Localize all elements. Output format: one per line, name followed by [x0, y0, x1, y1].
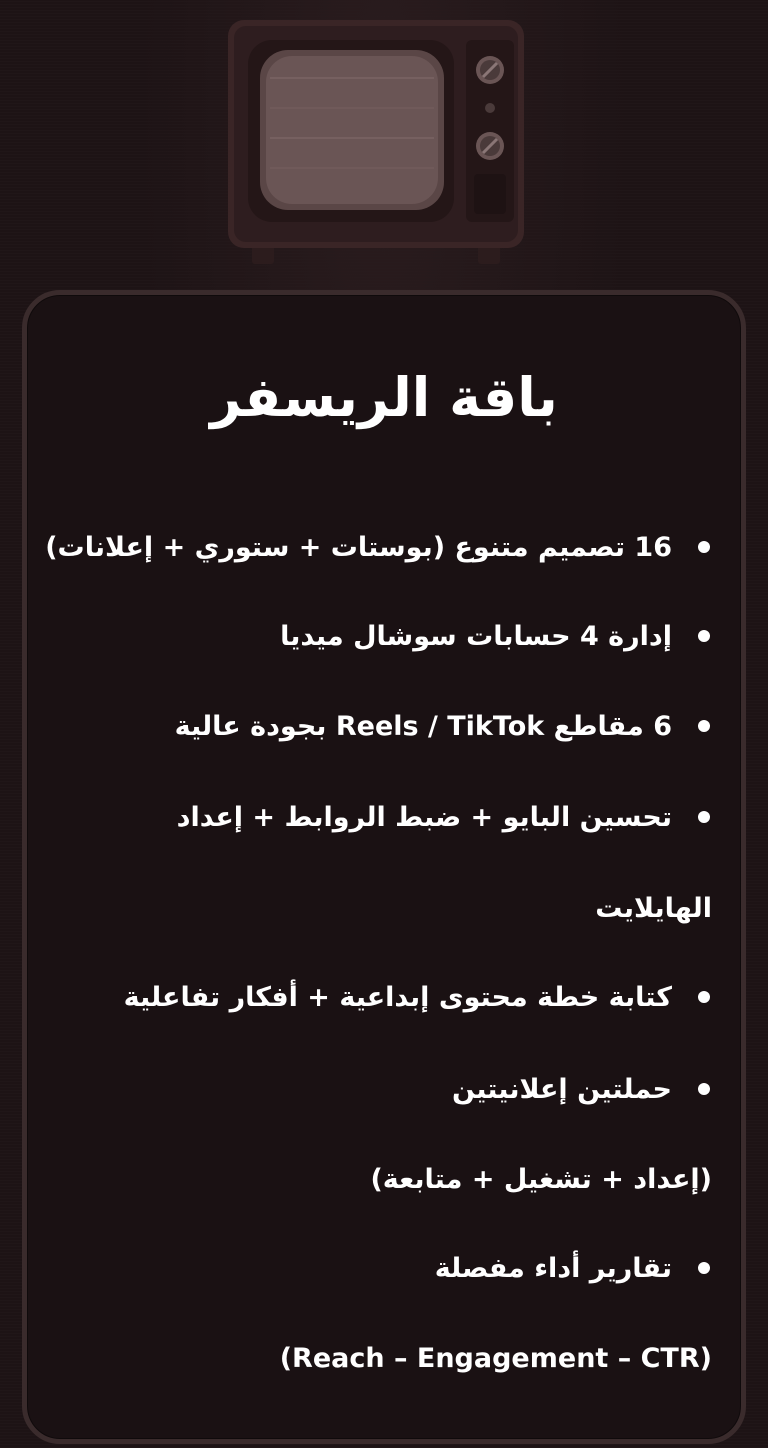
- tv-illustration: [226, 18, 526, 268]
- list-item-text: (Reach – Engagement – CTR): [279, 1343, 712, 1374]
- list-item-continuation: [40, 1339, 712, 1379]
- list-item-text: 6 مقاطع Reels / TikTok بجودة عالية: [174, 711, 672, 742]
- list-item-text: الهايلايت: [595, 893, 712, 924]
- bullet-icon: [698, 1083, 710, 1095]
- list-item-text: (إعداد + تشغيل + متابعة): [370, 1164, 712, 1195]
- list-item-text: حملتين إعلانيتين: [451, 1074, 672, 1105]
- list-item: [40, 978, 710, 1018]
- page-title: باقة الريسفر: [210, 366, 558, 429]
- list-item: [40, 617, 710, 657]
- list-item: [40, 1070, 710, 1110]
- list-item-continuation: [40, 1160, 712, 1200]
- bullet-icon: [698, 630, 710, 642]
- bullet-icon: [698, 541, 710, 553]
- list-item-text: إدارة 4 حسابات سوشال ميديا: [280, 621, 672, 652]
- list-item: [40, 707, 710, 747]
- list-item: [40, 1249, 710, 1289]
- list-item-text: تحسين البايو + ضبط الروابط + إعداد: [176, 802, 672, 833]
- list-item-text: كتابة خطة محتوى إبداعية + أفكار تفاعلية: [123, 982, 672, 1013]
- list-item: [40, 528, 710, 568]
- bullet-icon: [698, 1262, 710, 1274]
- list-item-text: تقارير أداء مفصلة: [434, 1253, 672, 1284]
- bullet-icon: [698, 811, 710, 823]
- bullet-icon: [698, 991, 710, 1003]
- list-item-text: 16 تصميم متنوع (بوستات + ستوري + إعلانات): [45, 532, 672, 563]
- bullet-icon: [698, 720, 710, 732]
- list-item-continuation: [40, 889, 712, 929]
- list-item: [40, 798, 710, 838]
